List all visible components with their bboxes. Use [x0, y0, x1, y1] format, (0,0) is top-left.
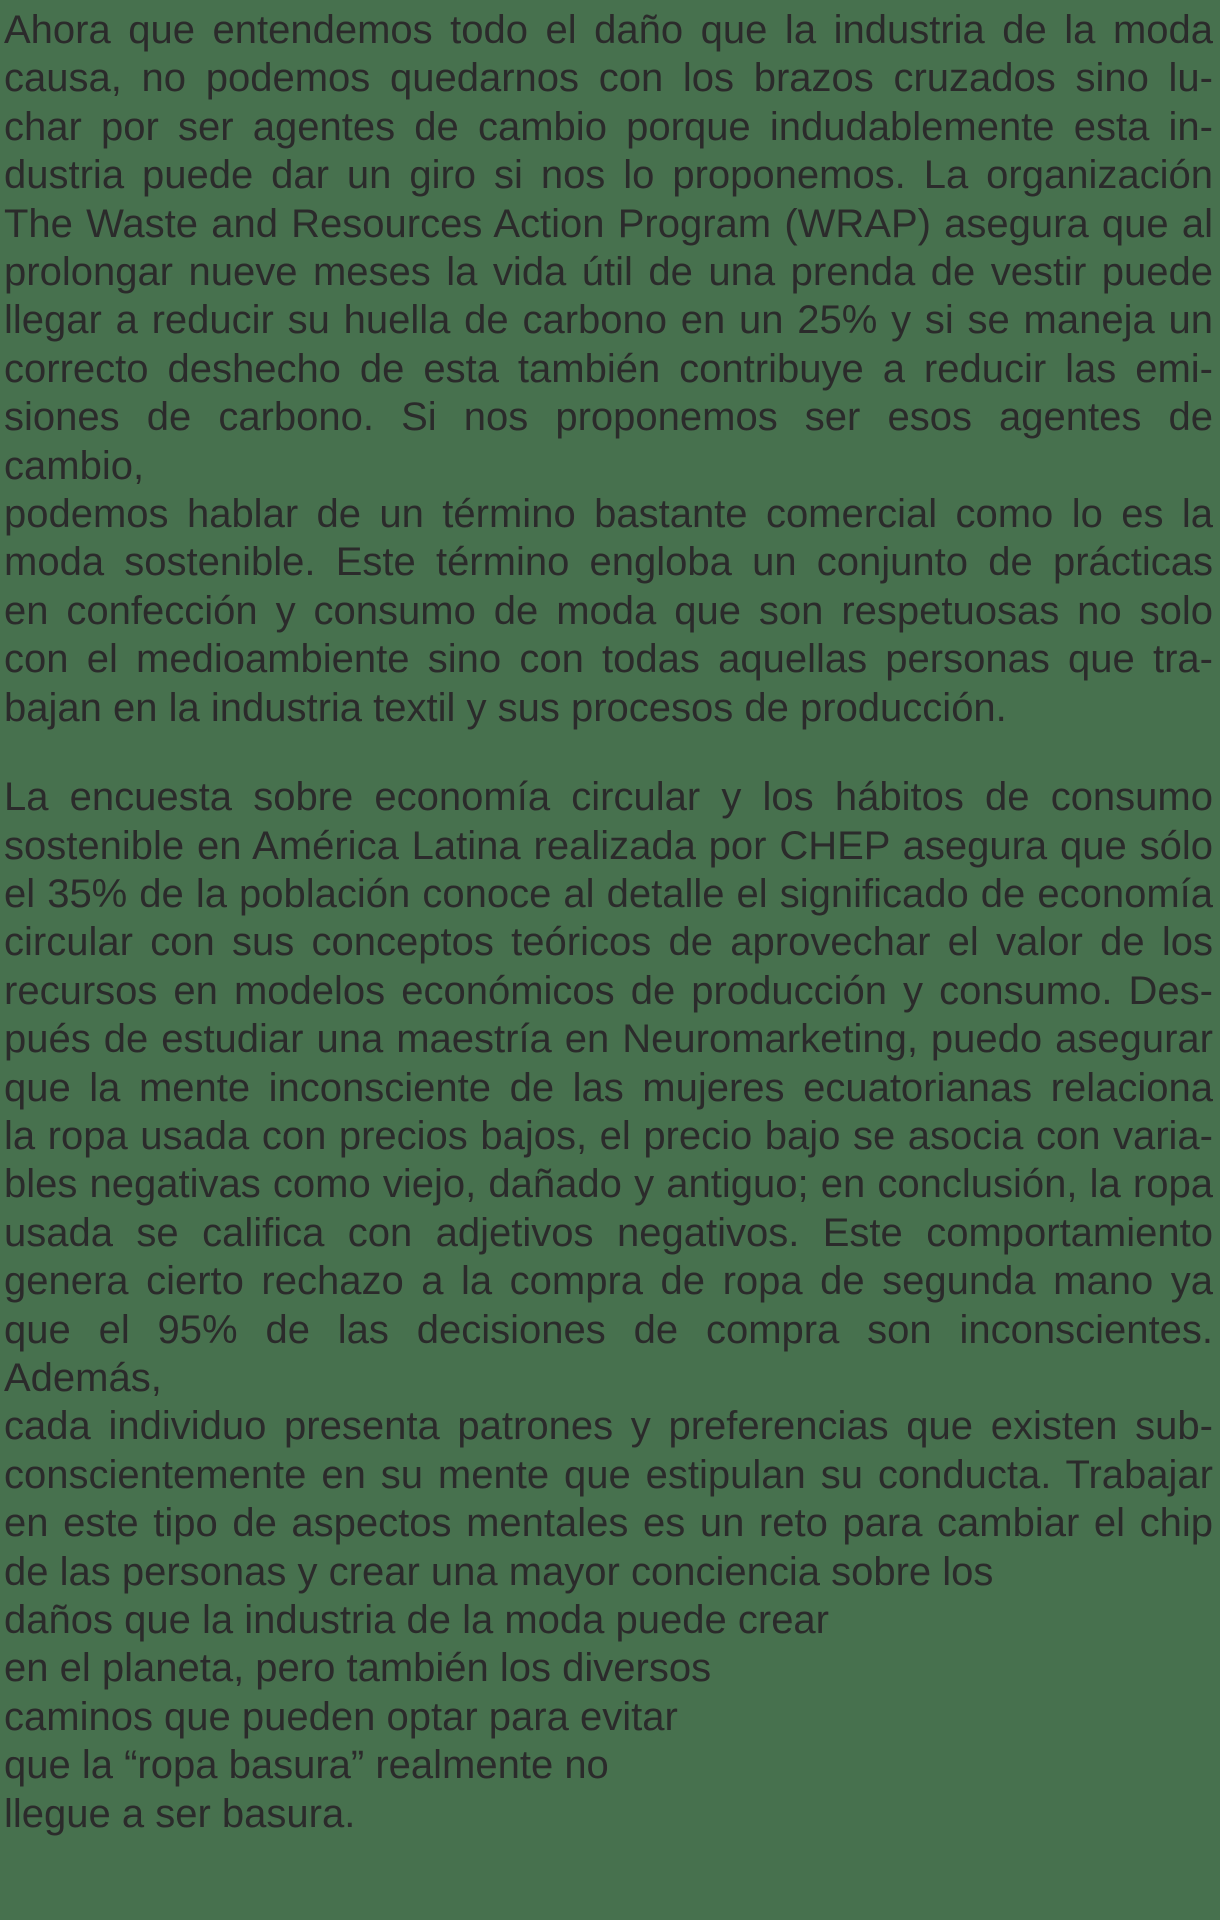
- text-line: que la “ropa basura” realmente no: [4, 1743, 609, 1788]
- text-line: que el 95% de las decisiones de compra son inconscientes. Además,: [4, 1307, 1213, 1400]
- text-line: conscientemente en su mente que estipulan su conducta. Trabajar: [4, 1452, 1213, 1497]
- text-line: moda sostenible. Este término engloba un conjunto de prácticas: [4, 540, 1213, 585]
- text-line: en confección y consumo de moda que son respetuosas no solo: [4, 588, 1213, 633]
- paragraph-2: [4, 773, 1213, 1838]
- text-line: usada se califica con adjetivos negativos. Este comportamiento: [4, 1210, 1213, 1255]
- text-line: caminos que pueden optar para evitar: [4, 1694, 678, 1739]
- text-line: llegar a reducir su huella de carbono en un 25% y si se maneja un: [4, 298, 1213, 343]
- text-line: llegue a ser basura.: [4, 1791, 356, 1836]
- text-line: genera cierto rechazo a la compra de ropa de segunda mano ya: [4, 1259, 1213, 1304]
- text-line: el 35% de la población conoce al detalle el significado de economía: [4, 871, 1213, 916]
- text-line: pués de estudiar una maestría en Neuromarketing, puedo asegurar: [4, 1017, 1213, 1062]
- text-line: causa, no podemos quedarnos con los brazos cruzados sino lu-: [4, 56, 1213, 101]
- text-line: que la mente inconsciente de las mujeres ecuatorianas relaciona: [4, 1065, 1213, 1110]
- text-line: de las personas y crear una mayor conciencia sobre los: [4, 1549, 994, 1594]
- text-line: char por ser agentes de cambio porque indudablemente esta in-: [4, 104, 1213, 149]
- text-line: en el planeta, pero también los diversos: [4, 1646, 712, 1691]
- text-line: La encuesta sobre economía circular y los hábitos de consumo: [4, 775, 1213, 820]
- text-line: circular con sus conceptos teóricos de aprovechar el valor de los: [4, 920, 1213, 965]
- text-line: The Waste and Resources Action Program (WRAP) asegura que al: [4, 201, 1213, 246]
- text-line: daños que la industria de la moda puede crear: [4, 1598, 829, 1642]
- text-line: prolongar nueve meses la vida útil de una prenda de vestir puede: [4, 250, 1213, 295]
- article-text-block: [4, 6, 1213, 1879]
- paragraph-1: [4, 6, 1213, 732]
- text-line: recursos en modelos económicos de producción y consumo. Des-: [4, 968, 1213, 1013]
- text-line: Ahora que entendemos todo el daño que la industria de la moda: [4, 8, 1213, 52]
- text-line: bles negativas como viejo, dañado y antiguo; en conclusión, la ropa: [4, 1162, 1213, 1207]
- text-line: cada individuo presenta patrones y preferencias que existen sub-: [4, 1404, 1213, 1449]
- text-line: correcto deshecho de esta también contribuye a reducir las emi-: [4, 346, 1213, 391]
- text-line: con el medioambiente sino con todas aquellas personas que tra-: [4, 637, 1213, 682]
- text-line: podemos hablar de un término bastante comercial como lo es la: [4, 492, 1213, 537]
- text-line: bajan en la industria textil y sus procesos de producción.: [4, 685, 1007, 730]
- text-line: siones de carbono. Si nos proponemos ser esos agentes de cambio,: [4, 395, 1213, 488]
- text-line: la ropa usada con precios bajos, el precio bajo se asocia con varia-: [4, 1113, 1213, 1158]
- text-line: en este tipo de aspectos mentales es un reto para cambiar el chip: [4, 1501, 1213, 1546]
- text-line: dustria puede dar un giro si nos lo proponemos. La organización: [4, 153, 1213, 198]
- text-line: sostenible en América Latina realizada por CHEP asegura que sólo: [4, 823, 1213, 868]
